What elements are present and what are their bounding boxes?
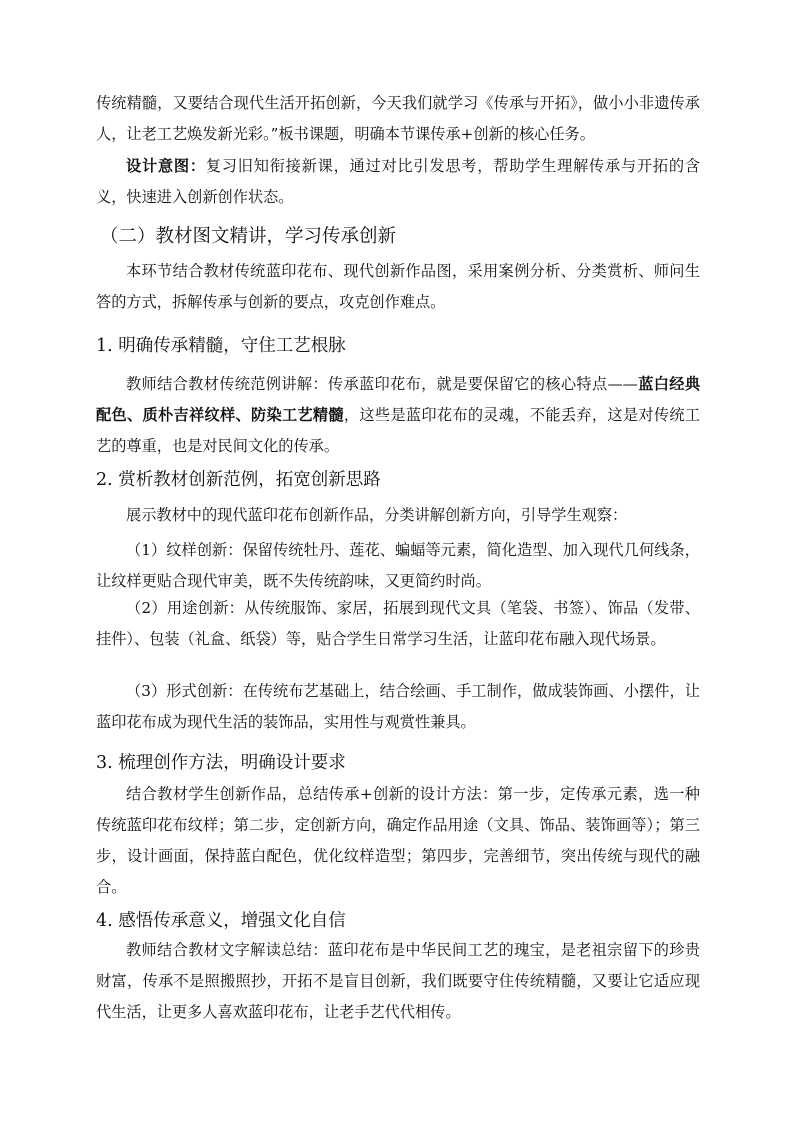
part3-body-block xyxy=(96,779,700,903)
intro-paragraph-block xyxy=(96,88,700,150)
part2-item1: （1）纹样创新：保留传统牡丹、莲花、蝙蝠等元素，简化造型、加入现代几何线条，让纹样更贴合现代审美，既不失传统韵味，又更简约时尚。 xyxy=(96,541,700,590)
part1-heading: 1. 明确传承精髓，守住工艺根脉 xyxy=(96,336,346,356)
part2-heading: 2. 赏析教材创新范例，拓宽创新思路 xyxy=(96,470,381,490)
part3-heading: 3. 梳理创作方法，明确设计要求 xyxy=(96,753,346,773)
part1-heading-block xyxy=(96,331,700,361)
part2-intro-block xyxy=(96,500,700,531)
design-intent-label: 设计意图： xyxy=(126,157,206,175)
part2-item2-block xyxy=(96,593,700,655)
design-intent-text: 复习旧知衔接新课，通过对比引发思考，帮助学生理解传承与开拓的含义，快速进入创新创作状态。 xyxy=(96,157,701,206)
part2-item3: （3）形式创新：在传统布艺基础上，结合绘画、手工制作，做成装饰画、小摆件，让蓝印花布成为现代生活的装饰品，实用性与观赏性兼具。 xyxy=(96,682,700,731)
part2-item3-block xyxy=(96,676,700,738)
part2-item1-block xyxy=(96,535,700,597)
part1-text-before: 教师结合教材传统范例讲解：传承蓝印花布，就是要保留它的核心特点—— xyxy=(126,375,638,393)
part2-item2: （2）用途创新：从传统服饰、家居，拓展到现代文具（笔袋、书签）、饰品（发带、挂件）、包装（礼盒、纸袋）等，贴合学生日常学习生活，让蓝印花布融入现代场景。 xyxy=(96,599,700,648)
section2-heading-block xyxy=(100,222,704,252)
part1-body-block xyxy=(96,369,700,462)
part3-heading-block xyxy=(96,748,700,778)
part4-heading: 4. 感悟传承意义，增强文化自信 xyxy=(96,911,346,931)
part4-body-block xyxy=(96,935,700,1028)
part1-paragraph xyxy=(96,369,700,462)
part4-heading-block xyxy=(96,906,700,936)
section-heading: （二）教材图文精讲，学习传承创新 xyxy=(100,226,397,247)
part1-text-after: ，这些是蓝印花布的灵魂，不能丢弃，这是对传统工艺的尊重，也是对民间文化的传承。 xyxy=(96,406,701,455)
design-intent-paragraph xyxy=(96,151,700,213)
section-intro-paragraph: 本环节结合教材传统蓝印花布、现代创新作品图，采用案例分析、分类赏析、师问生答的方式，拆解传承与创新的要点，攻克创作难点。 xyxy=(96,262,700,311)
part3-paragraph: 结合教材学生创新作品，总结传承+创新的设计方法：第一步，定传承元素，选一种传统蓝印花布纹样；第二步，定创新方向，确定作品用途（文具、饰品、装饰画等）；第三步，设计画面，保持蓝白配色，优化纹样造型；第四步，完善细节，突出传统与现代的融合。 xyxy=(96,785,700,896)
intro-paragraph: 传统精髓，又要结合现代生活开拓创新，今天我们就学习《传承与开拓》，做小小非遗传承人，让老工艺焕发新光彩。”板书课题，明确本节课传承+创新的核心任务。 xyxy=(96,94,700,143)
design-intent-block xyxy=(96,151,700,213)
part2-intro-paragraph: 展示教材中的现代蓝印花布创新作品，分类讲解创新方向，引导学生观察： xyxy=(126,506,628,524)
part4-paragraph: 教师结合教材文字解读总结：蓝印花布是中华民间工艺的瑰宝，是老祖宗留下的珍贵财富，传承不是照搬照抄，开拓不是盲目创新，我们既要守住传统精髓，又要让它适应现代生活，让更多人喜欢蓝印花布，让老手艺代代相传。 xyxy=(96,941,700,1021)
section2-intro-block xyxy=(96,256,700,318)
part1-text-bold: 蓝白经典配色、质朴吉祥纹样、防染工艺精髓 xyxy=(96,375,701,424)
part2-heading-block xyxy=(96,465,700,495)
